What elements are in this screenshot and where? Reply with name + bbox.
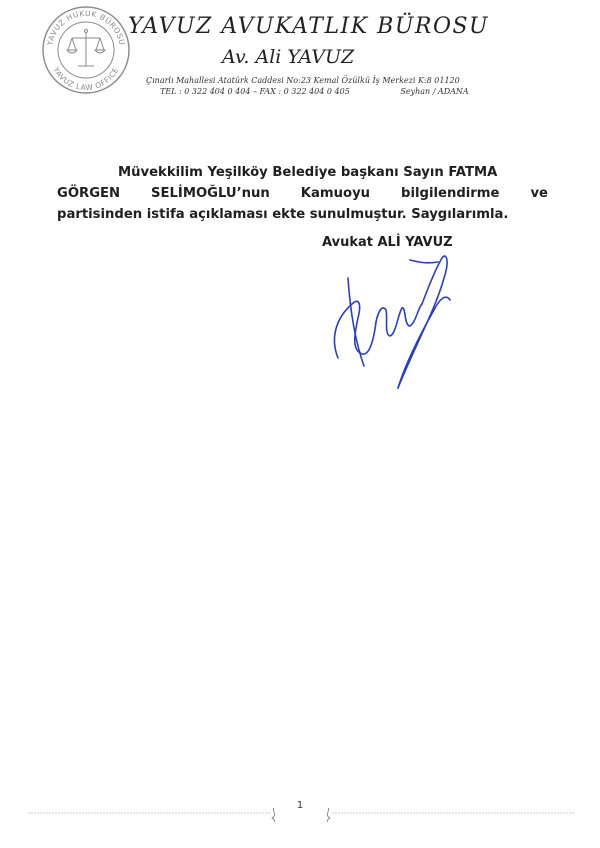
city: Seyhan / ADANA [400,87,469,96]
svg-text:YAVUZ LAW OFFICE [51,65,121,92]
letter-line-1: Müvekkilim Yeşilköy Belediye başkanı Sayın FATMA [118,165,498,180]
firm-name: YAVUZ AVUKATLIK BÜROSU [128,14,490,39]
lawyer-name: Av. Ali YAVUZ [222,46,355,68]
phone-fax: TEL : 0 322 404 0 404 – FAX : 0 322 404 0 405 [160,87,350,96]
address: Çınarlı Mahallesi Atatürk Caddesi No:23 Kemal Özülkü İş Merkezi K:8 01120 [146,76,460,85]
seal-top-text: YAVUZ HUKUK BÜROSU [45,8,127,47]
letter-body [57,162,548,225]
page-number: 1 [296,800,304,811]
seal-bottom-text: YAVUZ LAW OFFICE [51,65,121,93]
signature-icon [318,238,478,408]
letter-line-2: GÖRGEN SELİMOĞLU’nun Kamuoyu bilgilendirme ve [57,186,548,201]
letter-line-3: partisinden istifa açıklaması ekte sunulmuştur. Saygılarımla. [57,207,509,222]
seal-icon [36,4,136,96]
signer-name: Avukat ALİ YAVUZ [322,235,453,250]
contact-line [160,87,469,96]
